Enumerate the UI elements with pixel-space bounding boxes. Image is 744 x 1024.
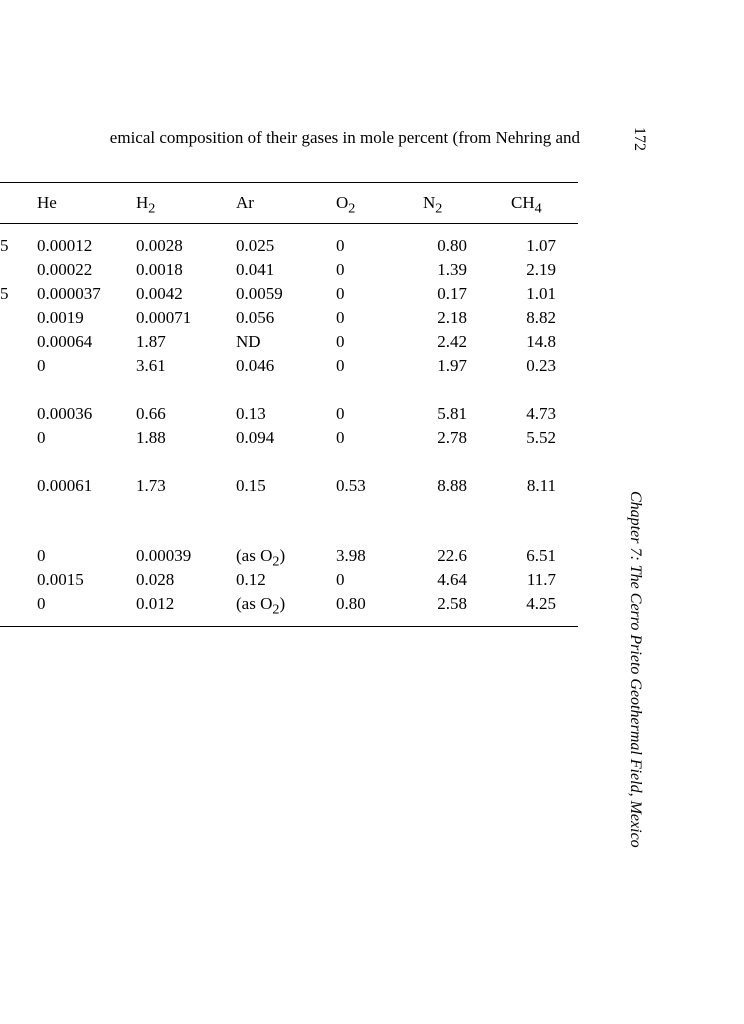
table-cell-ar: ND bbox=[236, 332, 261, 351]
table-cell-n2: 0.80 bbox=[437, 236, 467, 255]
table-caption: emical composition of their gases in mole percent (from Nehring and bbox=[109, 128, 580, 147]
col-header-o2: $O_2$ bbox=[336, 193, 356, 217]
table-cell-he: 0 bbox=[37, 594, 46, 613]
col-header-he: He bbox=[37, 193, 57, 212]
table-cell-h2: 0.00039 bbox=[136, 546, 192, 565]
col-header-ch4: $CH_4$ bbox=[511, 193, 542, 217]
table-cell-h2: 0.0028 bbox=[136, 236, 183, 255]
table-cell-o2: 0 bbox=[336, 284, 345, 303]
table-cell-o2: 0 bbox=[336, 308, 345, 327]
table-cell-he: 0 bbox=[37, 356, 46, 375]
table-cell-ar: 0.15 bbox=[236, 476, 266, 495]
table-cell-ar: 0.025 bbox=[236, 236, 275, 255]
table-cell-ch4: 0.23 bbox=[526, 356, 556, 375]
table-cell-he: 0.00022 bbox=[37, 260, 93, 279]
table-cell-ch4: 8.82 bbox=[526, 308, 556, 327]
table-cell-ar: (as $O_2$) bbox=[236, 594, 286, 618]
table-cell-n2: 2.78 bbox=[437, 428, 467, 447]
table-cell-h2: 0.0018 bbox=[136, 260, 183, 279]
table-cell-ar: 0.094 bbox=[236, 428, 275, 447]
table-cell-ch4: 8.11 bbox=[526, 476, 556, 495]
table-cell-ch4: 4.73 bbox=[526, 404, 556, 423]
table-cell-h2: 1.73 bbox=[136, 476, 166, 495]
table-cell-h2: 0.028 bbox=[136, 570, 175, 589]
table-cell-o2: 0 bbox=[336, 404, 345, 423]
running-head: Chapter 7: The Cerro Prieto Geothermal Field, Mexico bbox=[627, 491, 644, 848]
table-cell-he: 0.00064 bbox=[37, 332, 93, 351]
table-header-rule bbox=[0, 223, 578, 224]
table-cell-h2: 1.88 bbox=[136, 428, 166, 447]
table-cell-ar: 0.13 bbox=[236, 404, 266, 423]
table-cell-o2: 0 bbox=[336, 428, 345, 447]
table-cell-ar: 0.0059 bbox=[236, 284, 283, 303]
table-cell-n2: 4.64 bbox=[437, 570, 467, 589]
table-cell-ch4: 1.01 bbox=[526, 284, 556, 303]
table-cell-he: 0.0015 bbox=[37, 570, 84, 589]
table-cell-he: 0 bbox=[37, 428, 46, 447]
table-cell-h2: 1.87 bbox=[136, 332, 166, 351]
table-cell-o2: 0 bbox=[336, 260, 345, 279]
table-cell-he: 0.00061 bbox=[37, 476, 93, 495]
table-cell-ch4: 6.51 bbox=[526, 546, 556, 565]
table-cell-he: 0.00036 bbox=[37, 404, 93, 423]
table-cell-he: 0.00012 bbox=[37, 236, 93, 255]
table-cell-n2: 22.6 bbox=[437, 546, 467, 565]
table-top-rule bbox=[0, 182, 578, 183]
table-cell-n2: 2.18 bbox=[437, 308, 467, 327]
table-cell-ar: 0.056 bbox=[236, 308, 275, 327]
table-cell-n2: 2.58 bbox=[437, 594, 467, 613]
table-cell-ch4: 4.25 bbox=[526, 594, 556, 613]
table-cell-o2: 3.98 bbox=[336, 546, 366, 565]
col-header-h2: $H_2$ bbox=[136, 193, 156, 217]
table-cell-ch4: 5.52 bbox=[526, 428, 556, 447]
table-cell-h2: 0.0042 bbox=[136, 284, 183, 303]
table-cell-o2: 0.80 bbox=[336, 594, 366, 613]
edge-fragment: 5 bbox=[0, 284, 9, 303]
table-cell-ar: 0.12 bbox=[236, 570, 266, 589]
table-cell-ch4: 1.07 bbox=[526, 236, 556, 255]
table-cell-n2: 1.97 bbox=[437, 356, 467, 375]
table-cell-ch4: 11.7 bbox=[526, 570, 556, 589]
table-cell-o2: 0 bbox=[336, 356, 345, 375]
table-cell-he: 0.0019 bbox=[37, 308, 84, 327]
table-cell-he: 0.000037 bbox=[37, 284, 101, 303]
table-cell-n2: 8.88 bbox=[437, 476, 467, 495]
table-cell-ar: 0.046 bbox=[236, 356, 275, 375]
table-cell-n2: 1.39 bbox=[437, 260, 467, 279]
table-bottom-rule bbox=[0, 626, 578, 627]
table-cell-o2: 0 bbox=[336, 570, 345, 589]
col-header-ar: Ar bbox=[236, 193, 254, 212]
table-cell-h2: 3.61 bbox=[136, 356, 166, 375]
table-cell-o2: 0 bbox=[336, 236, 345, 255]
table-cell-h2: 0.00071 bbox=[136, 308, 192, 327]
table-cell-n2: 2.42 bbox=[437, 332, 467, 351]
table-cell-ch4: 2.19 bbox=[526, 260, 556, 279]
table-cell-h2: 0.012 bbox=[136, 594, 175, 613]
edge-fragment: 5 bbox=[0, 236, 9, 255]
table-cell-ch4: 14.8 bbox=[526, 332, 556, 351]
table-cell-ar: 0.041 bbox=[236, 260, 275, 279]
table-cell-o2: 0.53 bbox=[336, 476, 366, 495]
page-number: 172 bbox=[631, 127, 648, 151]
table-cell-n2: 5.81 bbox=[437, 404, 467, 423]
table-cell-n2: 0.17 bbox=[437, 284, 467, 303]
table-cell-o2: 0 bbox=[336, 332, 345, 351]
table-cell-he: 0 bbox=[37, 546, 46, 565]
table-cell-ar: (as $O_2$) bbox=[236, 546, 286, 570]
table-cell-h2: 0.66 bbox=[136, 404, 166, 423]
col-header-n2: $N_2$ bbox=[423, 193, 443, 217]
